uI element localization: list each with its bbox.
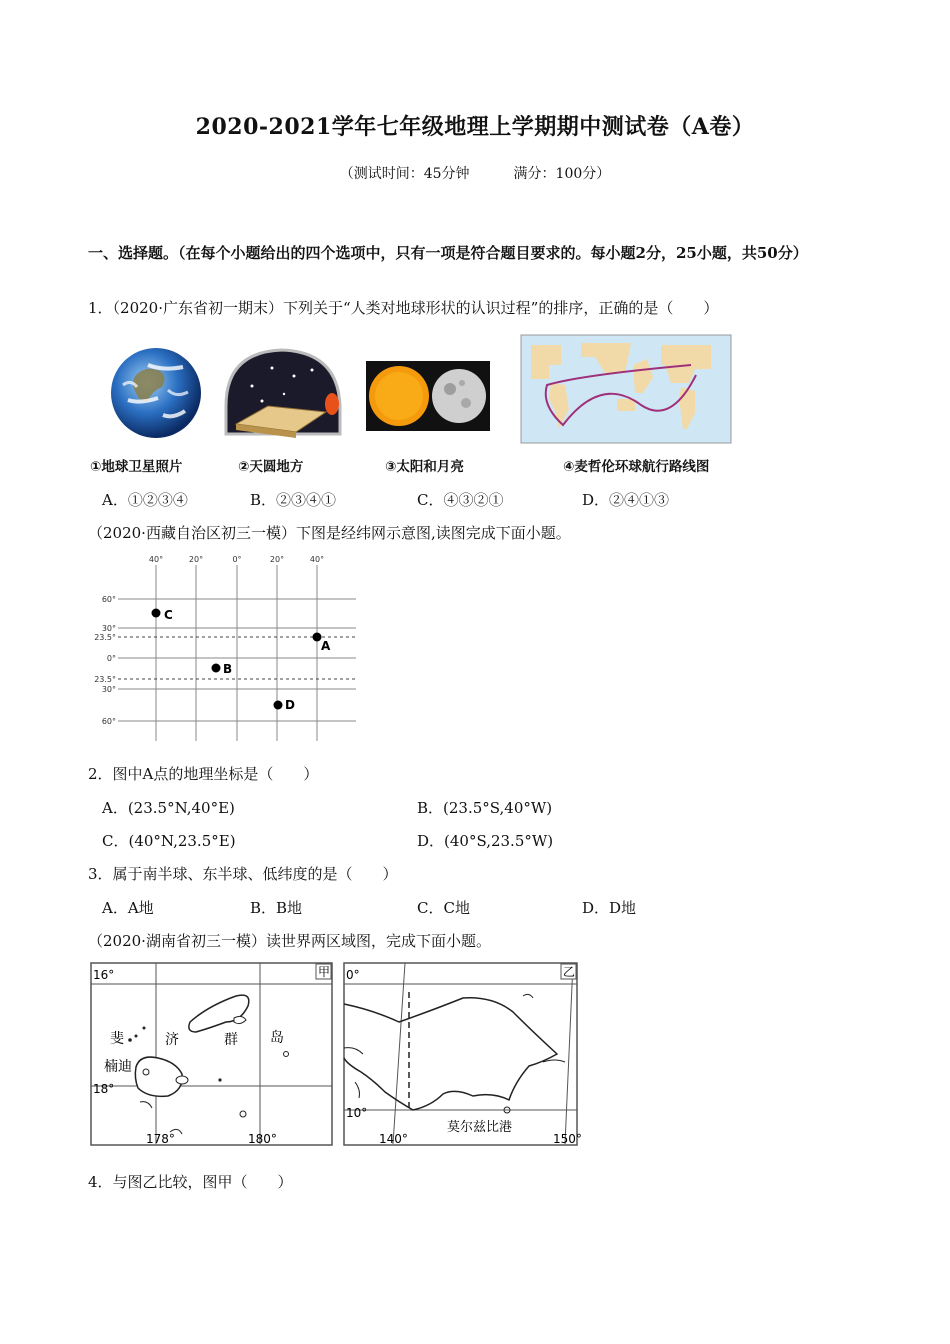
map-jia-label-qun: 群 bbox=[224, 1032, 238, 1048]
point-d bbox=[274, 701, 283, 710]
q1-option-d: D．②④①③ bbox=[582, 491, 670, 509]
intro-grid-questions: （2020·西藏自治区初三一模）下图是经纬网示意图,读图完成下面小题。 bbox=[88, 524, 571, 542]
q3-option-b: B．B地 bbox=[250, 899, 303, 917]
caption-sunmoon: ③太阳和月亮 bbox=[385, 459, 464, 475]
lat-label: 60° bbox=[101, 717, 116, 726]
map-jia-label-fei: 斐 bbox=[110, 1031, 124, 1047]
caption-magellan: ④麦哲伦环球航行路线图 bbox=[563, 459, 710, 475]
caption-earth: ①地球卫星照片 bbox=[90, 459, 183, 475]
q2-option-c: C．(40°N,23.5°E) bbox=[102, 832, 236, 850]
section-heading: 一、选择题。（在每个小题给出的四个选项中，只有一项是符合题目要求的。每小题2分，25小题，共50分） bbox=[88, 244, 808, 262]
lon-label: 20° bbox=[269, 555, 285, 564]
map-jia-label-dao: 岛 bbox=[270, 1030, 284, 1046]
question-3-stem: 3．属于南半球、东半球、低纬度的是（ ） bbox=[88, 865, 398, 883]
exam-info bbox=[0, 163, 950, 183]
question-4-stem: 4．与图乙比较，图甲（ ） bbox=[88, 1173, 293, 1191]
q3-option-a: A．A地 bbox=[102, 899, 154, 917]
point-b bbox=[212, 664, 221, 673]
question-2-stem: 2．图中A点的地理坐标是（ ） bbox=[88, 765, 319, 783]
lon-label: 40° bbox=[309, 555, 325, 564]
lon-label: 0° bbox=[232, 555, 242, 564]
point-c bbox=[152, 609, 161, 618]
map-jia-label-ji: 济 bbox=[165, 1032, 179, 1048]
q3-option-d: D．D地 bbox=[582, 899, 637, 917]
map-jia-corner: 甲 bbox=[318, 965, 331, 979]
lat-label: 60° bbox=[101, 595, 116, 604]
lat-label: 30° bbox=[101, 624, 116, 633]
q2-option-b: B．(23.5°S,40°W) bbox=[417, 799, 553, 817]
exam-time: （测试时间：45分钟 bbox=[339, 166, 470, 182]
map-jia-label-nandi: 楠迪 bbox=[104, 1059, 132, 1075]
point-c-label: C bbox=[164, 608, 173, 622]
map-jia-lat-top: 16° bbox=[93, 968, 115, 982]
map-yi-lon-left: 140° bbox=[379, 1132, 408, 1146]
point-a-label: A bbox=[321, 639, 331, 653]
page-title: 2020-2021学年七年级地理上学期期中测试卷（A卷） bbox=[195, 114, 755, 140]
exam-score: 满分：100分） bbox=[513, 166, 611, 182]
sun-and-moon-image bbox=[366, 361, 490, 431]
q2-option-a: A．(23.5°N,40°E) bbox=[102, 799, 235, 817]
intro-map-questions: （2020·湖南省初三一模）读世界两区域图，完成下面小题。 bbox=[88, 932, 491, 950]
q1-option-a: A．①②③④ bbox=[102, 491, 188, 509]
map-yi-corner: 乙 bbox=[563, 965, 576, 979]
map-jia-fiji bbox=[90, 962, 334, 1146]
lon-label: 20° bbox=[188, 555, 204, 564]
tianyuan-difang-image bbox=[222, 346, 344, 442]
map-jia-lon-right: 180° bbox=[248, 1132, 277, 1146]
caption-tianyuan: ②天圆地方 bbox=[238, 459, 304, 475]
map-jia-lat-bottom: 18° bbox=[93, 1082, 115, 1096]
q1-option-c: C．④③②① bbox=[417, 491, 504, 509]
q1-option-b: B．②③④① bbox=[250, 491, 337, 509]
question-1-stem: 1．（2020·广东省初一期末）下列关于“人类对地球形状的认识过程”的排序，正确的是（ ） bbox=[88, 299, 719, 317]
q3-option-c: C．C地 bbox=[417, 899, 470, 917]
lat-label: 0° bbox=[106, 654, 116, 663]
lat-label: 23.5° bbox=[94, 675, 116, 684]
lon-label: 40° bbox=[148, 555, 164, 564]
lat-label: 23.5° bbox=[94, 633, 116, 642]
map-yi-new-guinea bbox=[343, 962, 582, 1146]
lat-label: 30° bbox=[101, 685, 116, 694]
map-jia-lon-left: 178° bbox=[146, 1132, 175, 1146]
earth-satellite-image bbox=[108, 345, 204, 441]
map-yi-lon-right: 150° bbox=[553, 1132, 582, 1146]
q2-option-d: D．(40°S,23.5°W) bbox=[417, 832, 554, 850]
point-d-label: D bbox=[285, 698, 295, 712]
magellan-route-map-image bbox=[521, 335, 731, 443]
map-yi-port-label: 莫尔兹比港 bbox=[447, 1120, 513, 1135]
map-yi-lat-bottom: 10° bbox=[346, 1106, 368, 1120]
latlon-grid-chart bbox=[88, 551, 368, 743]
map-yi-lat-top: 0° bbox=[346, 968, 360, 982]
point-b-label: B bbox=[223, 662, 233, 676]
